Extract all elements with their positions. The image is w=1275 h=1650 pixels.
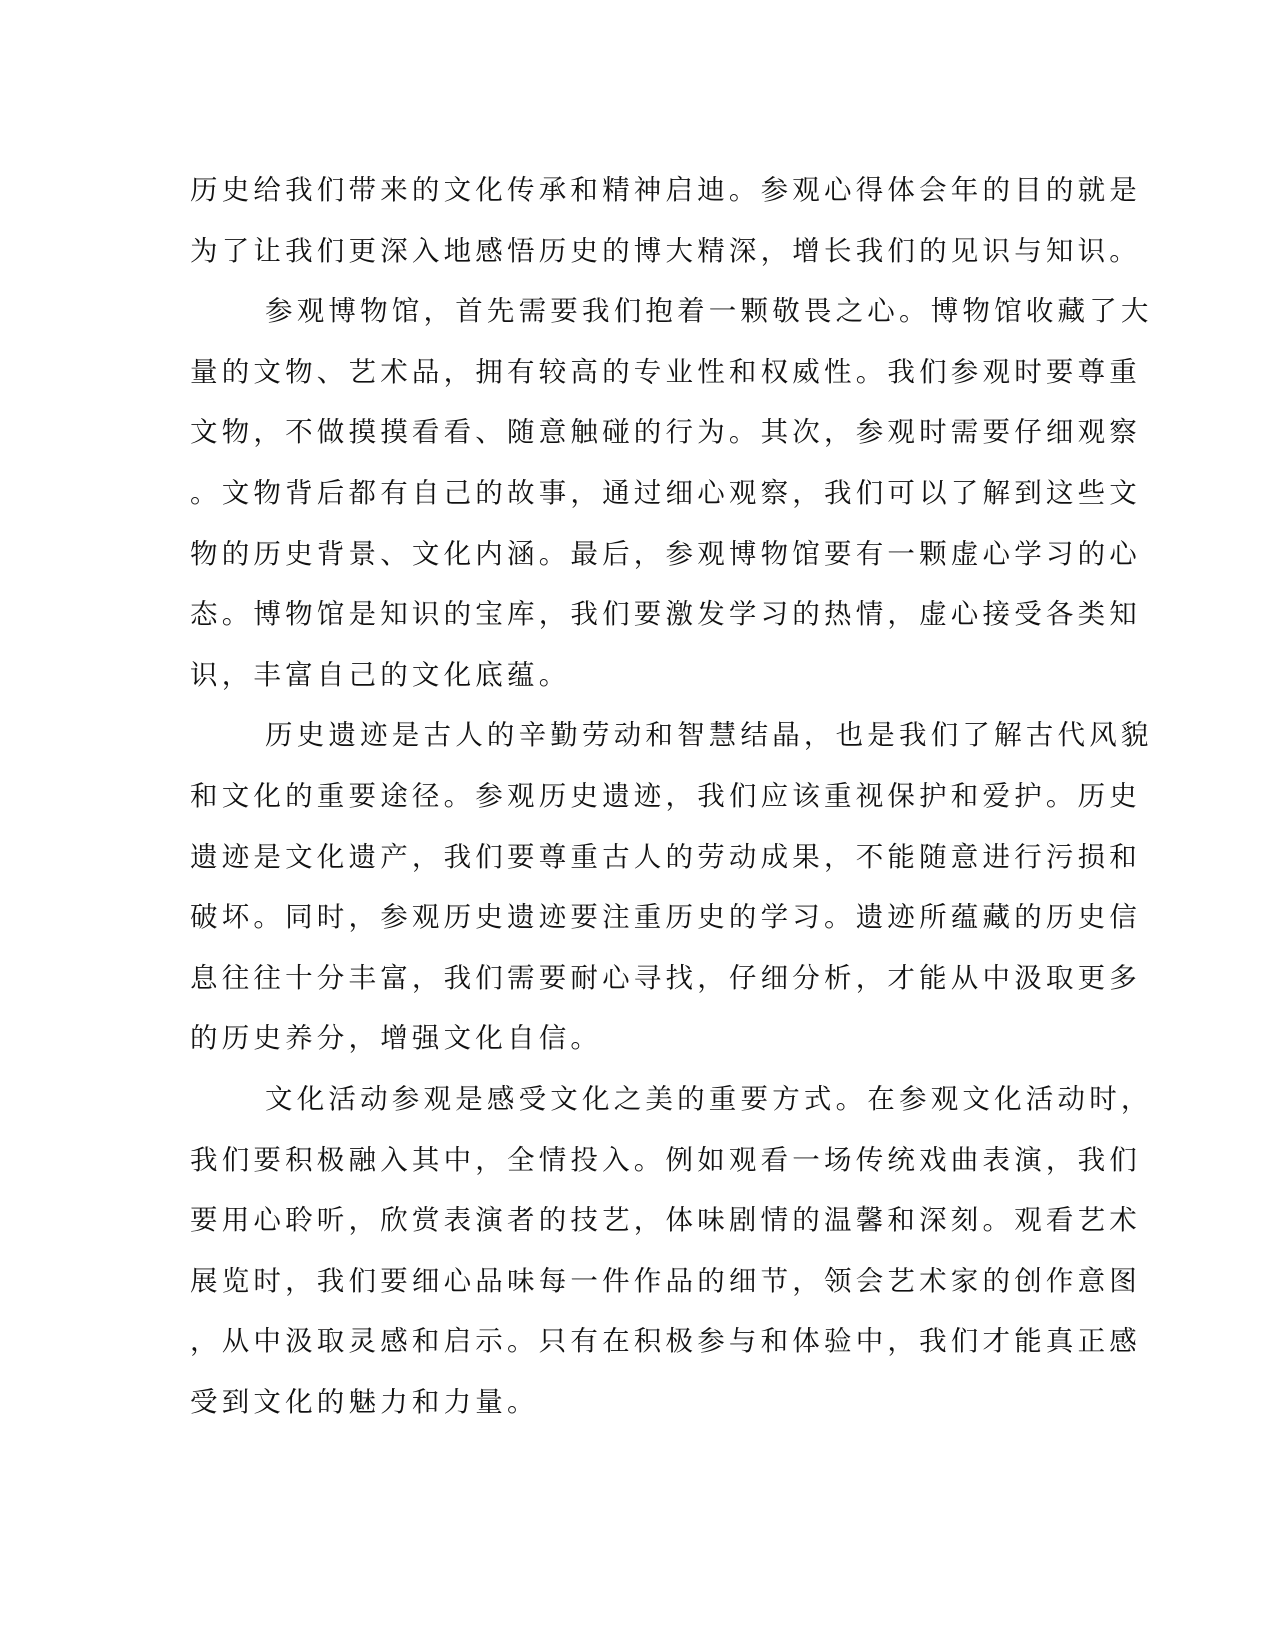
- text-line: 态。博物馆是知识的宝库，我们要激发学习的热情，虚心接受各类知: [190, 598, 1141, 631]
- text-line: 息往往十分丰富，我们需要耐心寻找，仔细分析，才能从中汲取更多: [190, 961, 1141, 994]
- text-line: 的历史养分，增强文化自信。: [190, 1022, 603, 1055]
- text-line: 历史给我们带来的文化传承和精神启迪。参观心得体会年的目的就是: [190, 174, 1141, 206]
- text-line: 量的文物、艺术品，拥有较高的专业性和权威性。我们参观时要尊重: [190, 355, 1141, 388]
- text-line: 破坏。同时，参观历史遗迹要注重历史的学习。遗迹所蕴藏的历史信: [190, 901, 1141, 934]
- text-line: 。文物背后都有自己的故事，通过细心观察，我们可以了解到这些文: [190, 476, 1141, 509]
- text-line: 我们要积极融入其中，全情投入。例如观看一场传统戏曲表演，我们: [190, 1143, 1141, 1176]
- text-line: 展览时，我们要细心品味每一件作品的细节，领会艺术家的创作意图: [190, 1264, 1141, 1297]
- text-line: 文物，不做摸摸看看、随意触碰的行为。其次，参观时需要仔细观察: [190, 416, 1141, 449]
- text-line: 遗迹是文化遗产，我们要尊重古人的劳动成果，不能随意进行污损和: [190, 840, 1141, 873]
- body-text: [190, 160, 1153, 1432]
- paragraph-start-line: 历史遗迹是古人的辛勤劳动和智慧结晶，也是我们了解古代风貌: [265, 719, 1153, 752]
- text-line: 识，丰富自己的文化底蕴。: [190, 658, 571, 691]
- text-line: 和文化的重要途径。参观历史遗迹，我们应该重视保护和爱护。历史: [190, 779, 1141, 812]
- text-line: 为了让我们更深入地感悟历史的博大精深，增长我们的见识与知识。: [190, 234, 1141, 267]
- text-line: 要用心聆听，欣赏表演者的技艺，体味剧情的温馨和深刻。观看艺术: [190, 1204, 1141, 1237]
- text-line: 物的历史背景、文化内涵。最后，参观博物馆要有一颗虚心学习的心: [190, 537, 1141, 570]
- text-line: ，从中汲取灵感和启示。只有在积极参与和体验中，我们才能真正感: [190, 1325, 1141, 1358]
- text-line: 受到文化的魅力和力量。: [190, 1385, 539, 1418]
- paragraph-start-line: 参观博物馆，首先需要我们抱着一颗敬畏之心。博物馆收藏了大: [265, 295, 1153, 328]
- paragraph-start-line: 文化活动参观是感受文化之美的重要方式。在参观文化活动时，: [265, 1082, 1153, 1115]
